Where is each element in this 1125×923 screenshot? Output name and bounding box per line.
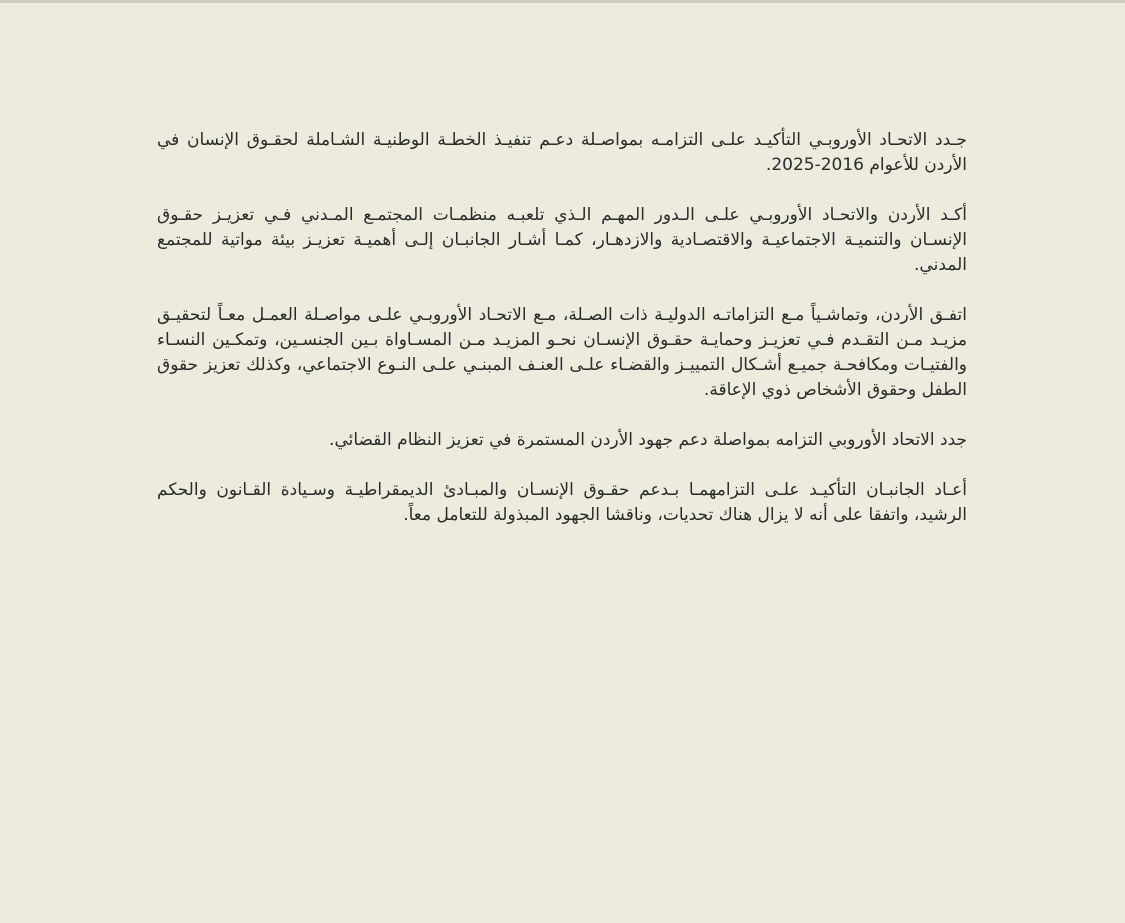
paragraph-civil-society: أكـد الأردن والاتحـاد الأوروبـي علـى الـدور المهـم الـذي تلعبـه منظمـات المجتمـع المـدني فـي تعزيـز حقـوق الإنسـان والتنميـة الاجتماعيـة والاقتصـادية والازدهـار، كمـا أشـار الجانبـان إلـى أهميـة تعزيـز بيئة مواتية للمجتمع المدني. [157, 205, 967, 275]
document-body [157, 128, 967, 553]
paragraph-action-plan: جـدد الاتحـاد الأوروبـي التأكيـد علـى التزامـه بمواصـلة دعـم تنفيـذ الخطـة الوطنيـة الشـاملة لحقـوق الإنسان في الأردن للأعوام 2016-2025. [157, 130, 967, 175]
page-top-border [0, 0, 1125, 3]
paragraph-democracy-rule-of-law: أعـاد الجانبـان التأكيـد علـى التزامهمـا بـدعم حقـوق الإنسـان والمبـادئ الديمقراطيـة وسـيادة القـانون والحكم الرشيد، واتفقا على أنه لا يزال هناك تحديات، وناقشا الجهود المبذولة للتعامل معاً. [157, 480, 967, 525]
paragraph-judicial-system: جدد الاتحاد الأوروبي التزامه بمواصلة دعم جهود الأردن المستمرة في تعزيز النظام القضائي. [329, 430, 967, 450]
paragraph-gender-equality: اتفـق الأردن، وتماشـياً مـع التزاماتـه الدوليـة ذات الصـلة، مـع الاتحـاد الأوروبـي علـى مواصـلة العمـل معـاً لتحقيـق مزيـد مـن التقـدم فـي تعزيـز وحمايـة حقـوق الإنسـان نحـو المزيـد مـن المسـاواة بـين الجنسـين، وتمكـين النسـاء والفتيـات ومكافحـة جميـع أشـكال التمييـز والقضـاء علـى العنـف المبنـي علـى النـوع الاجتماعي، وكذلك تعزيز حقوق الطفل وحقوق الأشخاص ذوي الإعاقة. [157, 305, 967, 400]
